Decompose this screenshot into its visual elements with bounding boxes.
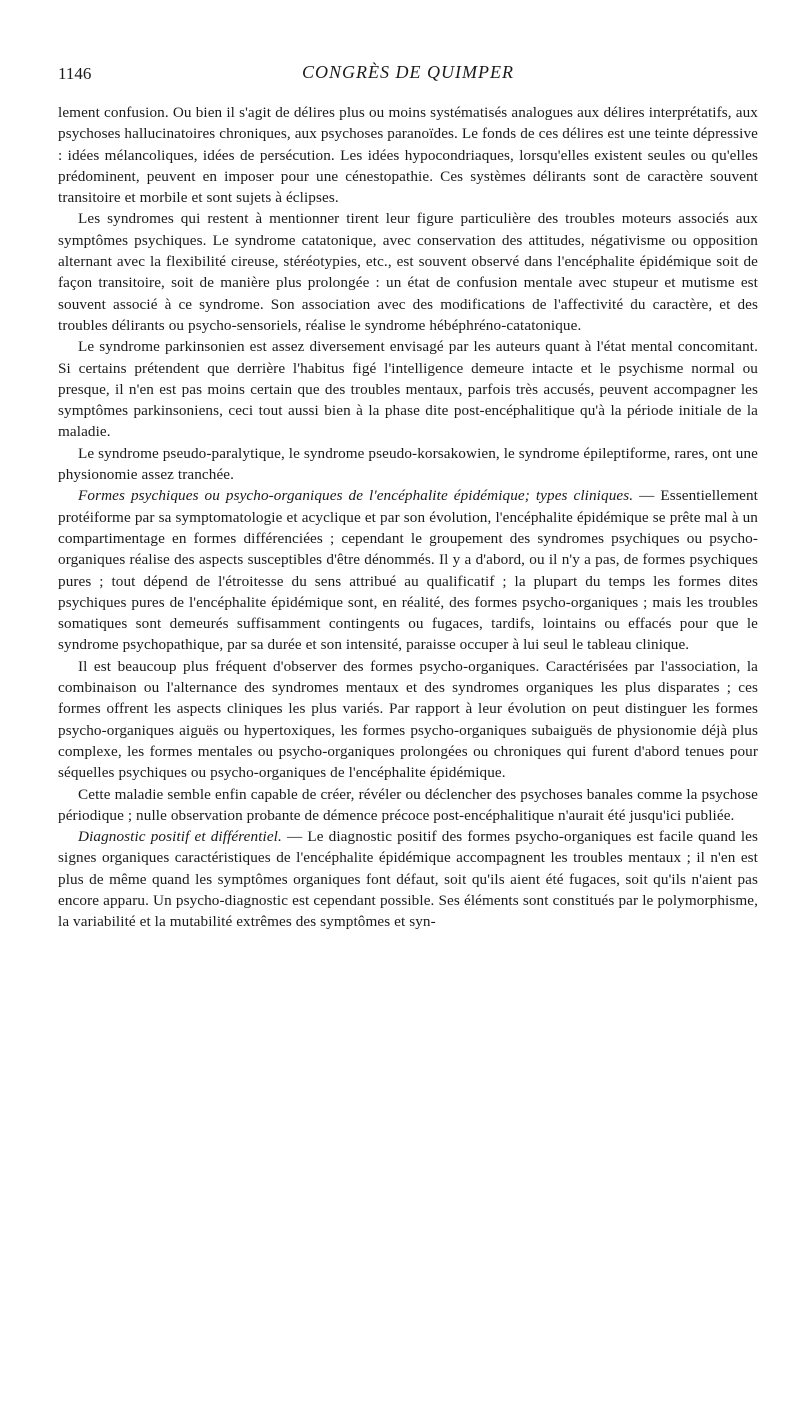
page-header xyxy=(58,58,758,88)
paragraph: Cette maladie semble enfin capable de créer, révéler ou déclencher des psychoses banales comme la psychose périodique ; nulle observation probante de démence précoce post-encéphalitique n'aurait été jusqu'ici publiée. xyxy=(58,785,758,824)
page-number: 1146 xyxy=(58,64,92,83)
paragraph: Il est beaucoup plus fréquent d'observer des formes psycho-organiques. Caractérisées par l'association, la combinaison ou l'alternance des syndromes mentaux et des syndromes organiques les plus disparates ; ces formes offrent les aspects cliniques les plus variés. Par rapport à leur évolution on peut distinguer les formes psycho-organiques aiguës ou hypertoxiques, les formes psycho-organiques subaiguës de physionomie déjà plus complexe, les formes mentales ou psycho-organiques prolongées ou chroniques qui furent d'abord tenues pour séquelles psychiques ou psycho-organiques de l'encéphalite épidémique. xyxy=(58,657,758,782)
paragraph: lement confusion. Ou bien il s'agit de délires plus ou moins systématisés analogues aux délires interprétatifs, aux psychoses hallucinatoires chroniques, aux psychoses paranoïdes. Le fonds de ces délires est une teinte dépressive : idées mélancoliques, idées de persécution. Les idées hypocondriaques, lorsqu'elles existent seules ou qu'elles prédominent, peuvent en imposer pour une cénestopathie. Ces systèmes délirants sont de caractère souvent transitoire et morbile et sont sujets à éclipses. xyxy=(58,104,758,207)
body-text xyxy=(58,102,758,933)
section-heading: Diagnostic positif et différentiel. xyxy=(78,828,282,846)
paragraph: Le syndrome pseudo-paralytique, le syndrome pseudo-korsakowien, le syndrome épileptiforme, rares, ont une physionomie assez tranchée. xyxy=(58,444,758,484)
paragraph: Le syndrome parkinsonien est assez diversement envisagé par les auteurs quant à l'état mental concomitant. Si certains prétendent que derrière l'habitus figé l'intelligence demeure intacte et le psychisme normal ou presque, il n'en est pas moins certain que des troubles mentaux, parfois très accusés, peuvent accompagner les symptômes parkinsoniens, ceci tout aussi bien à la phase dite post-encéphalitique qu'à la période initiale de la maladie. xyxy=(58,338,758,441)
section-paragraph: Diagnostic positif et différentiel. — Le diagnostic positif des formes psycho-organiques est facile quand les signes organiques caractéristiques de l'encéphalite épidémique accompagnent les troubles mentaux ; il n'en est plus de même quand les symptômes organiques font défaut, soit qu'ils aient été fugaces, soit qu'ils n'aient pas encore apparu. Un psycho-diagnostic est cependant possible. Ses éléments sont constitués par le polymorphisme, la variabilité et la mutabilité extrêmes des symptômes et syn- xyxy=(58,828,758,931)
section-paragraph: Formes psychiques ou psycho-organiques de l'encéphalite épidémique; types cliniques. — Essentiellement protéiforme par sa symptomatologie et acyclique et par son évolution, l'encéphalite épidémique se prête mal à un compartimentage en formes différenciées ; cependant le groupement des syndromes psychiques ou psycho-organiques réalise des aspects susceptibles d'être dénommés. Il y a d'abord, ou il n'y a pas, de formes psychiques pures ; tout dépend de l'étroitesse du sens attribué au qualificatif ; la plupart du temps les formes dites psychiques pures de l'encéphalite épidémique sont, en réalité, des formes psycho-organiques ; mais les troubles somatiques sont demeurés suffisamment contingents ou fugaces, tardifs, lointains ou effacés pour que le syndrome psychopathique, par sa durée et son intensité, paraisse occuper à lui seul le tableau clinique. xyxy=(58,487,758,654)
paragraph: Les syndromes qui restent à mentionner tirent leur figure particulière des troubles moteurs associés aux symptômes psychiques. Le syndrome catatonique, avec conservation des attitudes, négativisme ou opposition alternant avec la flexibilité cireuse, stéréotypies, etc., est souvent observé dans l'encéphalite épidémique soit de façon transitoire, soit de manière plus prolongée : un état de confusion mentale avec stupeur et mutisme est souvent associé à ce syndrome. Son association avec des modifications de l'affectivité du caractère, et des troubles délirants ou psycho-sensoriels, réalise le syndrome hébéphréno-catatonique. xyxy=(58,210,758,334)
running-title: CONGRÈS DE QUIMPER xyxy=(302,62,514,82)
section-heading: Formes psychiques ou psycho-organiques de l'encéphalite épidémique; types cliniques. xyxy=(78,487,634,505)
